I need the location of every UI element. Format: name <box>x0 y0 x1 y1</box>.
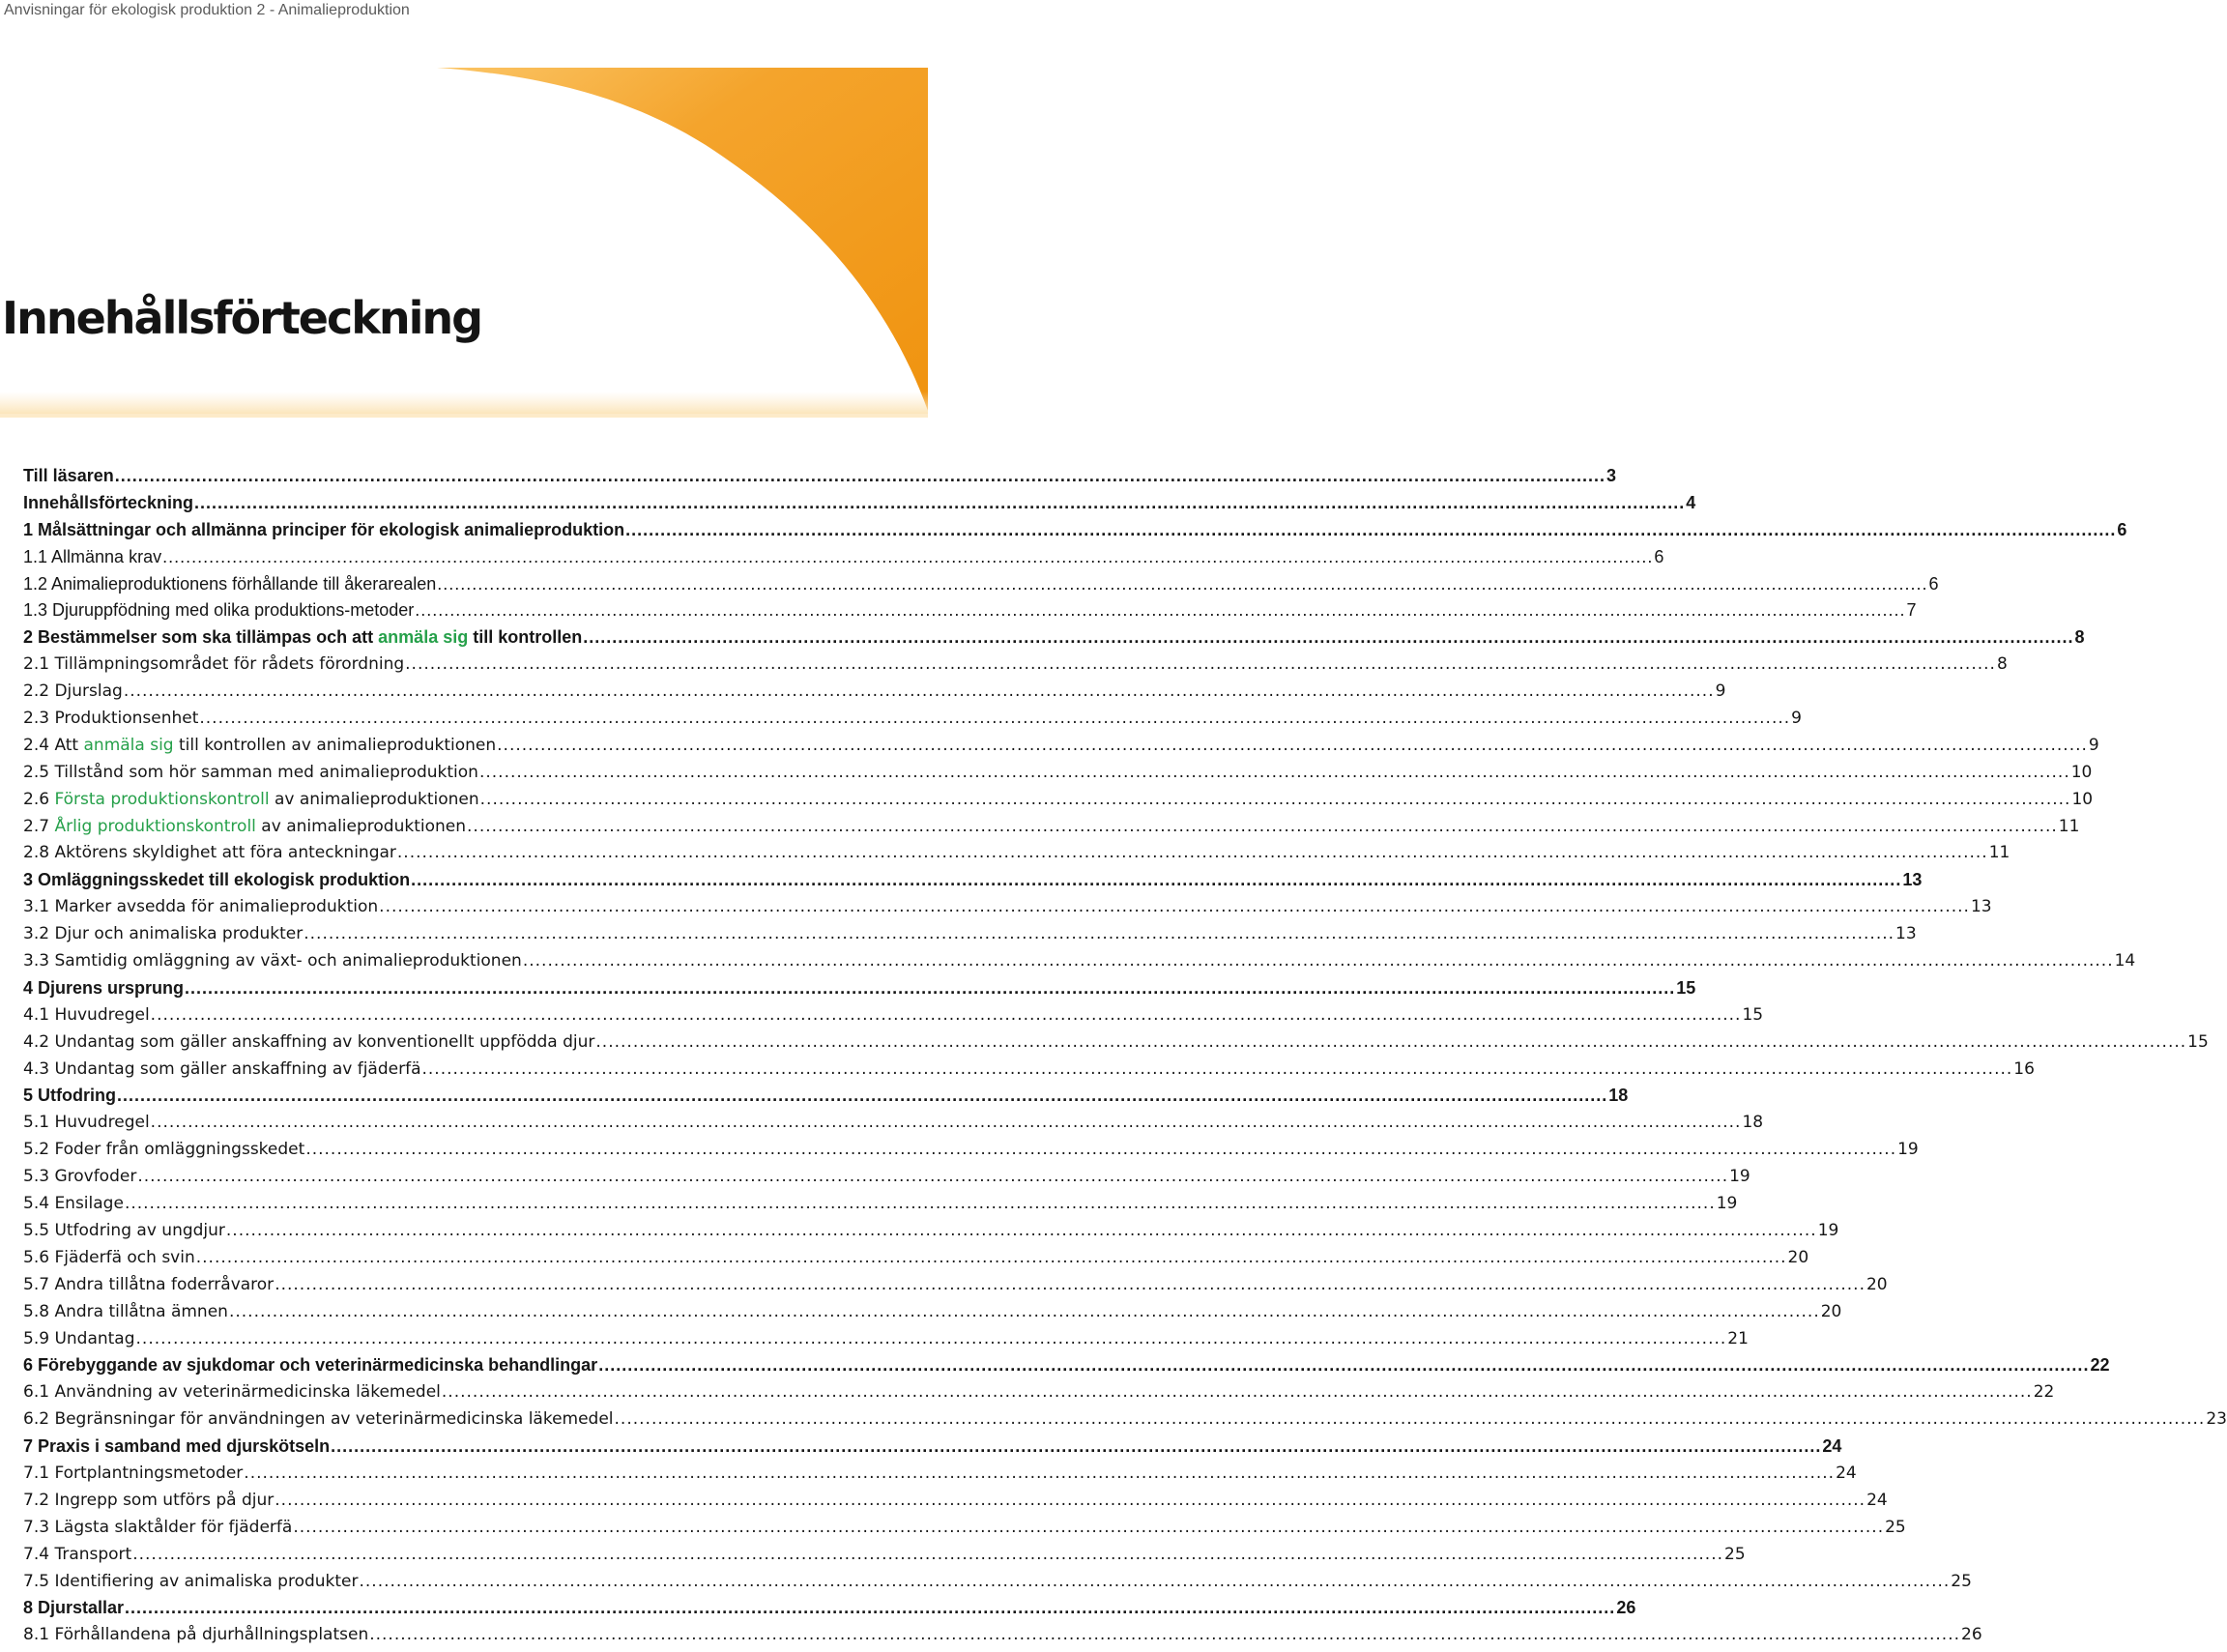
toc-page-number: 15 <box>1742 1004 1764 1025</box>
toc-entry[interactable] <box>23 1382 2055 1409</box>
toc-page-number: 24 <box>1866 1490 1888 1510</box>
toc-page-number: 4 <box>1686 492 1696 512</box>
toc-entry-label-suffix: till kontrollen <box>468 627 583 648</box>
toc-entry[interactable] <box>23 1004 1764 1032</box>
decorative-banner <box>0 0 928 425</box>
dot-leader <box>598 1355 2089 1376</box>
toc-page-number: 24 <box>1836 1463 1857 1483</box>
toc-page-number: 22 <box>2033 1382 2055 1403</box>
dot-leader <box>415 600 1905 621</box>
toc-entry[interactable] <box>23 1571 1972 1599</box>
dot-leader <box>304 924 1894 943</box>
toc-entry[interactable] <box>23 1086 1629 1113</box>
toc-entry-label <box>23 870 410 890</box>
toc-entry[interactable] <box>23 546 1664 574</box>
toc-entry-label-suffix: till kontrollen av animalieproduktionen <box>173 735 497 755</box>
toc-entry-label <box>23 520 624 540</box>
dot-leader <box>137 1167 1728 1186</box>
toc-entry-label <box>23 1113 150 1132</box>
dot-leader <box>615 1409 2206 1429</box>
toc-page-number: 11 <box>1988 843 2010 863</box>
dot-leader <box>185 978 1675 999</box>
toc-entry-label <box>23 493 193 513</box>
toc-entry[interactable] <box>23 1544 1746 1572</box>
toc-entry-label-text: 4.1 Huvudregel <box>23 1004 150 1025</box>
toc-entry-label <box>23 978 184 999</box>
toc-page-number: 8 <box>2074 627 2085 648</box>
toc-page-number: 16 <box>2013 1058 2035 1079</box>
dot-leader <box>442 1382 2033 1402</box>
toc-page-number: 9 <box>1715 681 1726 702</box>
toc-entry-label <box>23 843 396 862</box>
toc-page-number: 8 <box>1996 654 2008 675</box>
toc-entry-label-text: 5.8 Andra tillåtna ämnen <box>23 1301 228 1321</box>
toc-entry[interactable] <box>23 709 1802 736</box>
toc-entry[interactable] <box>23 843 2010 870</box>
toc-entry-label <box>23 1464 243 1483</box>
toc-entry[interactable] <box>23 492 1696 520</box>
toc-entry[interactable] <box>23 897 1992 924</box>
dot-leader <box>151 1005 1742 1025</box>
toc-entry-label-text: 5.9 Undantag <box>23 1328 135 1348</box>
toc-entry-label <box>23 600 414 621</box>
toc-page-number: 6 <box>1928 573 1939 594</box>
dot-leader <box>136 1329 1727 1348</box>
toc-page-number: 25 <box>1885 1517 1906 1537</box>
toc-entry-label <box>23 1518 292 1537</box>
toc-page-number: 9 <box>2088 735 2099 755</box>
toc-entry-label <box>23 1436 330 1457</box>
dot-leader <box>479 763 2070 782</box>
toc-page-number: 18 <box>1742 1113 1764 1133</box>
dot-leader <box>467 817 2058 836</box>
toc-entry-label-text: 2.1 Tillämpningsområdet för rådets förordning <box>23 654 405 675</box>
toc-entry-label-text: 8.1 Förhållandena på djurhållningsplatsen <box>23 1625 369 1645</box>
dot-leader <box>194 493 1685 513</box>
toc-entry[interactable] <box>23 1220 1839 1248</box>
toc-entry-label <box>23 1545 131 1564</box>
toc-entry-label-text: 3 Omläggningsskedet till ekologisk produktion <box>23 870 411 890</box>
toc-entry-label-text: 8 Djurstallar <box>23 1598 125 1618</box>
dot-leader <box>293 1518 1884 1537</box>
toc-entry-highlight: anmäla sig <box>378 627 469 648</box>
toc-entry[interactable] <box>23 1598 1636 1625</box>
toc-page-number: 9 <box>1791 709 1802 729</box>
dot-leader <box>480 790 2071 809</box>
toc-entry-label-text: 2.6 <box>23 789 55 809</box>
toc-entry-highlight: anmäla sig <box>83 735 174 755</box>
toc-entry-label-text: 1.2 Animalieproduktionens förhållande till åkerarealen <box>23 573 437 594</box>
running-header: Anvisningar för ekologisk produktion 2 - Animalieproduktion <box>4 2 410 18</box>
toc-entry-label <box>23 1221 225 1240</box>
toc-entry-label <box>23 1140 304 1159</box>
toc-entry-label <box>23 1382 441 1402</box>
toc-page-number: 10 <box>2071 789 2094 809</box>
dot-leader <box>379 897 1970 916</box>
toc-entry-label-text: 2.4 Att <box>23 735 84 755</box>
toc-entry-label-text: 7.4 Transport <box>23 1544 132 1564</box>
toc-entry-label <box>23 736 496 755</box>
dot-leader <box>411 870 1901 890</box>
dot-leader <box>229 1302 1820 1321</box>
toc-entry[interactable] <box>23 1301 1842 1329</box>
toc-entry-highlight: Årlig produktionskontroll <box>54 816 256 836</box>
dot-leader <box>497 736 2088 755</box>
dot-leader <box>226 1221 1817 1240</box>
toc-entry-label-text: 5.6 Fjäderfä och svin <box>23 1247 195 1267</box>
toc-page-number: 20 <box>1820 1301 1842 1321</box>
toc-page-number: 6 <box>1654 546 1664 566</box>
toc-entry-label-text: 5.5 Utfodring av ungdjur <box>23 1220 225 1240</box>
toc-entry-label-text: 4.2 Undantag som gäller anskaffning av konventionellt uppfödda djur <box>23 1031 595 1052</box>
toc-entry[interactable] <box>23 789 2094 817</box>
toc-entry[interactable] <box>23 870 1923 897</box>
toc-entry[interactable] <box>23 1274 1888 1302</box>
toc-entry-label-text: 6 Förebyggande av sjukdomar och veterinärmedicinska behandlingar <box>23 1355 598 1376</box>
toc-entry-label <box>23 1059 421 1079</box>
toc-entry-label <box>23 547 161 567</box>
toc-entry[interactable] <box>23 1409 2227 1436</box>
toc-entry-label <box>23 1248 195 1267</box>
toc-page-number: 13 <box>1970 897 1992 917</box>
toc-entry-label-suffix: av animalieproduktionen <box>269 789 479 809</box>
dot-leader <box>369 1625 1960 1644</box>
dot-leader <box>331 1436 1821 1457</box>
toc-entry-label <box>23 681 123 701</box>
toc-entry[interactable] <box>23 1058 2035 1087</box>
dot-leader <box>125 1194 1716 1213</box>
toc-entry-label <box>23 951 522 971</box>
toc-page-number: 23 <box>2206 1409 2227 1430</box>
dot-leader <box>125 1598 1615 1618</box>
toc-entry[interactable] <box>23 600 1917 627</box>
toc-page-number: 13 <box>1895 924 1917 944</box>
toc-entry-label <box>23 1032 594 1052</box>
toc-entry[interactable] <box>23 762 2093 790</box>
dot-leader <box>132 1545 1723 1564</box>
toc-entry[interactable] <box>23 924 1917 951</box>
toc-entry-label-text: 2.8 Aktörens skyldighet att föra anteckningar <box>23 843 396 863</box>
toc-entry-label-text: 5.4 Ensilage <box>23 1194 124 1214</box>
dot-leader <box>115 466 1605 486</box>
toc-page-number: 19 <box>1817 1220 1839 1240</box>
toc-page-number: 21 <box>1727 1328 1749 1348</box>
toc-entry[interactable] <box>23 1194 1738 1221</box>
toc-entry-label <box>23 1005 150 1025</box>
toc-entry-label <box>23 790 479 809</box>
toc-entry-label <box>23 654 404 674</box>
toc-entry-label <box>23 817 466 836</box>
toc-entry[interactable] <box>23 1113 1764 1140</box>
toc-entry-label <box>23 1598 124 1618</box>
toc-entry[interactable] <box>23 951 2136 978</box>
toc-entry-label-text: 1 Målsättningar och allmänna principer för ekologisk animalieproduktion <box>23 519 625 539</box>
toc-entry[interactable] <box>23 627 2085 654</box>
toc-entry-label-text: 3.2 Djur och animaliska produkter <box>23 924 304 944</box>
toc-entry-label <box>23 574 436 594</box>
toc-page-number: 20 <box>1865 1274 1888 1294</box>
toc-entry-label-text: 2.5 Tillstånd som hör samman med animalieproduktion <box>23 762 478 782</box>
toc-page-number: 7 <box>1906 600 1917 621</box>
toc-entry-label-text: Till läsaren <box>23 466 114 485</box>
toc-entry-label <box>23 1275 274 1294</box>
toc-page-number: 22 <box>2090 1355 2110 1376</box>
toc-page-number: 13 <box>1902 870 1923 890</box>
toc-entry-label-text: 4.3 Undantag som gäller anskaffning av fjäderfä <box>23 1058 421 1079</box>
toc-entry-highlight: Första produktionskontroll <box>54 789 270 809</box>
table-of-contents <box>23 466 2227 1652</box>
dot-leader <box>595 1032 2186 1052</box>
toc-entry-label-text: 1.3 Djuruppfödning med olika produktions-metoder <box>23 600 415 621</box>
toc-entry-label-text: 6.1 Användning av veterinärmedicinska läkemedel <box>23 1382 441 1403</box>
dot-leader <box>437 574 1927 594</box>
toc-entry[interactable] <box>23 1247 1809 1275</box>
toc-entry-label <box>23 924 303 943</box>
toc-entry-label-text: 7.1 Fortplantningsmetoder <box>23 1463 244 1483</box>
dot-leader <box>583 627 2073 648</box>
toc-entry[interactable] <box>23 654 2008 681</box>
toc-page-number: 15 <box>1676 977 1696 998</box>
toc-entry-label-text: 5.2 Foder från omläggningsskedet <box>23 1140 305 1160</box>
toc-entry-label-text: 6.2 Begränsningar för användningen av veterinärmedicinska läkemedel <box>23 1409 614 1430</box>
toc-entry-label-text: 7.2 Ingrepp som utförs på djur <box>23 1490 275 1510</box>
toc-entry-label-text: 7 Praxis i samband med djurskötseln <box>23 1436 331 1457</box>
toc-entry-label <box>23 1086 116 1106</box>
toc-entry-label <box>23 1572 359 1591</box>
dot-leader <box>397 843 1988 862</box>
toc-entry-label-text: 4 Djurens ursprung <box>23 977 185 998</box>
toc-entry[interactable] <box>23 1328 1749 1356</box>
toc-entry-label <box>23 1329 135 1348</box>
toc-page-number: 15 <box>2187 1031 2209 1052</box>
toc-entry[interactable] <box>23 466 1616 493</box>
toc-entry[interactable] <box>23 681 1726 709</box>
toc-page-number: 26 <box>1961 1625 1982 1645</box>
toc-page-number: 18 <box>1608 1086 1629 1106</box>
toc-entry-label-text: 5 Utfodring <box>23 1086 116 1106</box>
toc-entry[interactable] <box>23 1140 1919 1167</box>
dot-leader <box>422 1059 2013 1079</box>
toc-page-number: 26 <box>1616 1598 1636 1618</box>
toc-entry-label <box>23 1167 136 1186</box>
toc-page-number: 19 <box>1716 1194 1738 1214</box>
toc-entry-label <box>23 1302 228 1321</box>
toc-entry-label-text: 5.7 Andra tillåtna foderråvaror <box>23 1274 275 1294</box>
dot-leader <box>275 1275 1865 1294</box>
dot-leader <box>625 520 2116 540</box>
toc-entry-label-text: 1.1 Allmänna krav <box>23 546 162 566</box>
toc-entry[interactable] <box>23 1436 1842 1464</box>
dot-leader <box>151 1113 1742 1132</box>
toc-entry-label-suffix: av animalieproduktionen <box>255 816 467 836</box>
toc-entry-label <box>23 1491 274 1510</box>
dot-leader <box>244 1464 1835 1483</box>
toc-page-number: 11 <box>2058 816 2080 836</box>
toc-entry-label <box>23 1194 124 1213</box>
toc-entry-label <box>23 897 378 916</box>
toc-page-number: 3 <box>1605 466 1616 485</box>
toc-entry-label-text: 3.3 Samtidig omläggning av växt- och animalieproduktionen <box>23 951 522 971</box>
toc-page-number: 14 <box>2114 951 2136 971</box>
toc-page-number: 19 <box>1897 1140 1919 1160</box>
dot-leader <box>196 1248 1787 1267</box>
dot-leader <box>199 709 1790 728</box>
dot-leader <box>124 681 1715 701</box>
dot-leader <box>523 951 2114 971</box>
dot-leader <box>405 654 1996 674</box>
toc-entry[interactable] <box>23 1031 2209 1059</box>
toc-page-number: 25 <box>1724 1544 1746 1564</box>
toc-entry-label-text: 5.1 Huvudregel <box>23 1113 150 1133</box>
toc-entry[interactable] <box>23 1463 1857 1491</box>
dot-leader <box>360 1572 1951 1591</box>
dot-leader <box>305 1140 1896 1159</box>
dot-leader <box>275 1491 1865 1510</box>
toc-entry-label-text: 7.5 Identifiering av animaliska produkter <box>23 1571 359 1591</box>
toc-entry-label <box>23 709 198 728</box>
page-title: Innehållsförteckning <box>2 292 482 344</box>
toc-entry-label <box>23 1355 597 1376</box>
toc-page-number: 24 <box>1822 1436 1842 1457</box>
toc-page-number: 19 <box>1729 1167 1750 1187</box>
toc-entry-label <box>23 466 114 486</box>
toc-entry[interactable] <box>23 1517 1906 1545</box>
toc-page-number: 6 <box>2117 519 2127 539</box>
toc-entry-label-text: 2 Bestämmelser som ska tillämpas och att <box>23 627 379 648</box>
toc-entry[interactable] <box>23 519 2127 547</box>
toc-entry-label-text: 7.3 Lägsta slaktålder för fjäderfä <box>23 1517 293 1537</box>
toc-entry[interactable] <box>23 1167 1750 1194</box>
toc-entry[interactable] <box>23 1355 2110 1382</box>
toc-page-number: 10 <box>2070 762 2093 782</box>
toc-entry[interactable] <box>23 816 2080 844</box>
toc-entry-label-text: 2.3 Produktionsenhet <box>23 709 199 729</box>
toc-entry-label-text: 2.2 Djurslag <box>23 681 123 702</box>
toc-entry-label <box>23 627 582 648</box>
toc-entry-label <box>23 1409 614 1429</box>
toc-entry-label-text: 3.1 Marker avsedda för animalieproduktion <box>23 897 379 917</box>
toc-entry-label <box>23 763 478 782</box>
toc-entry[interactable] <box>23 1625 1982 1652</box>
toc-page-number: 20 <box>1787 1247 1809 1267</box>
toc-entry[interactable] <box>23 573 1939 601</box>
toc-entry[interactable] <box>23 735 2099 763</box>
dot-leader <box>117 1086 1607 1106</box>
toc-page-number: 25 <box>1951 1571 1972 1591</box>
toc-entry-label-text: 5.3 Grovfoder <box>23 1167 137 1187</box>
toc-entry-label-text: Innehållsförteckning <box>23 492 194 512</box>
dot-leader <box>162 547 1653 567</box>
toc-entry[interactable] <box>23 1490 1888 1518</box>
toc-entry[interactable] <box>23 977 1696 1005</box>
toc-entry-label-text: 2.7 <box>23 816 55 836</box>
toc-entry-label <box>23 1625 368 1644</box>
